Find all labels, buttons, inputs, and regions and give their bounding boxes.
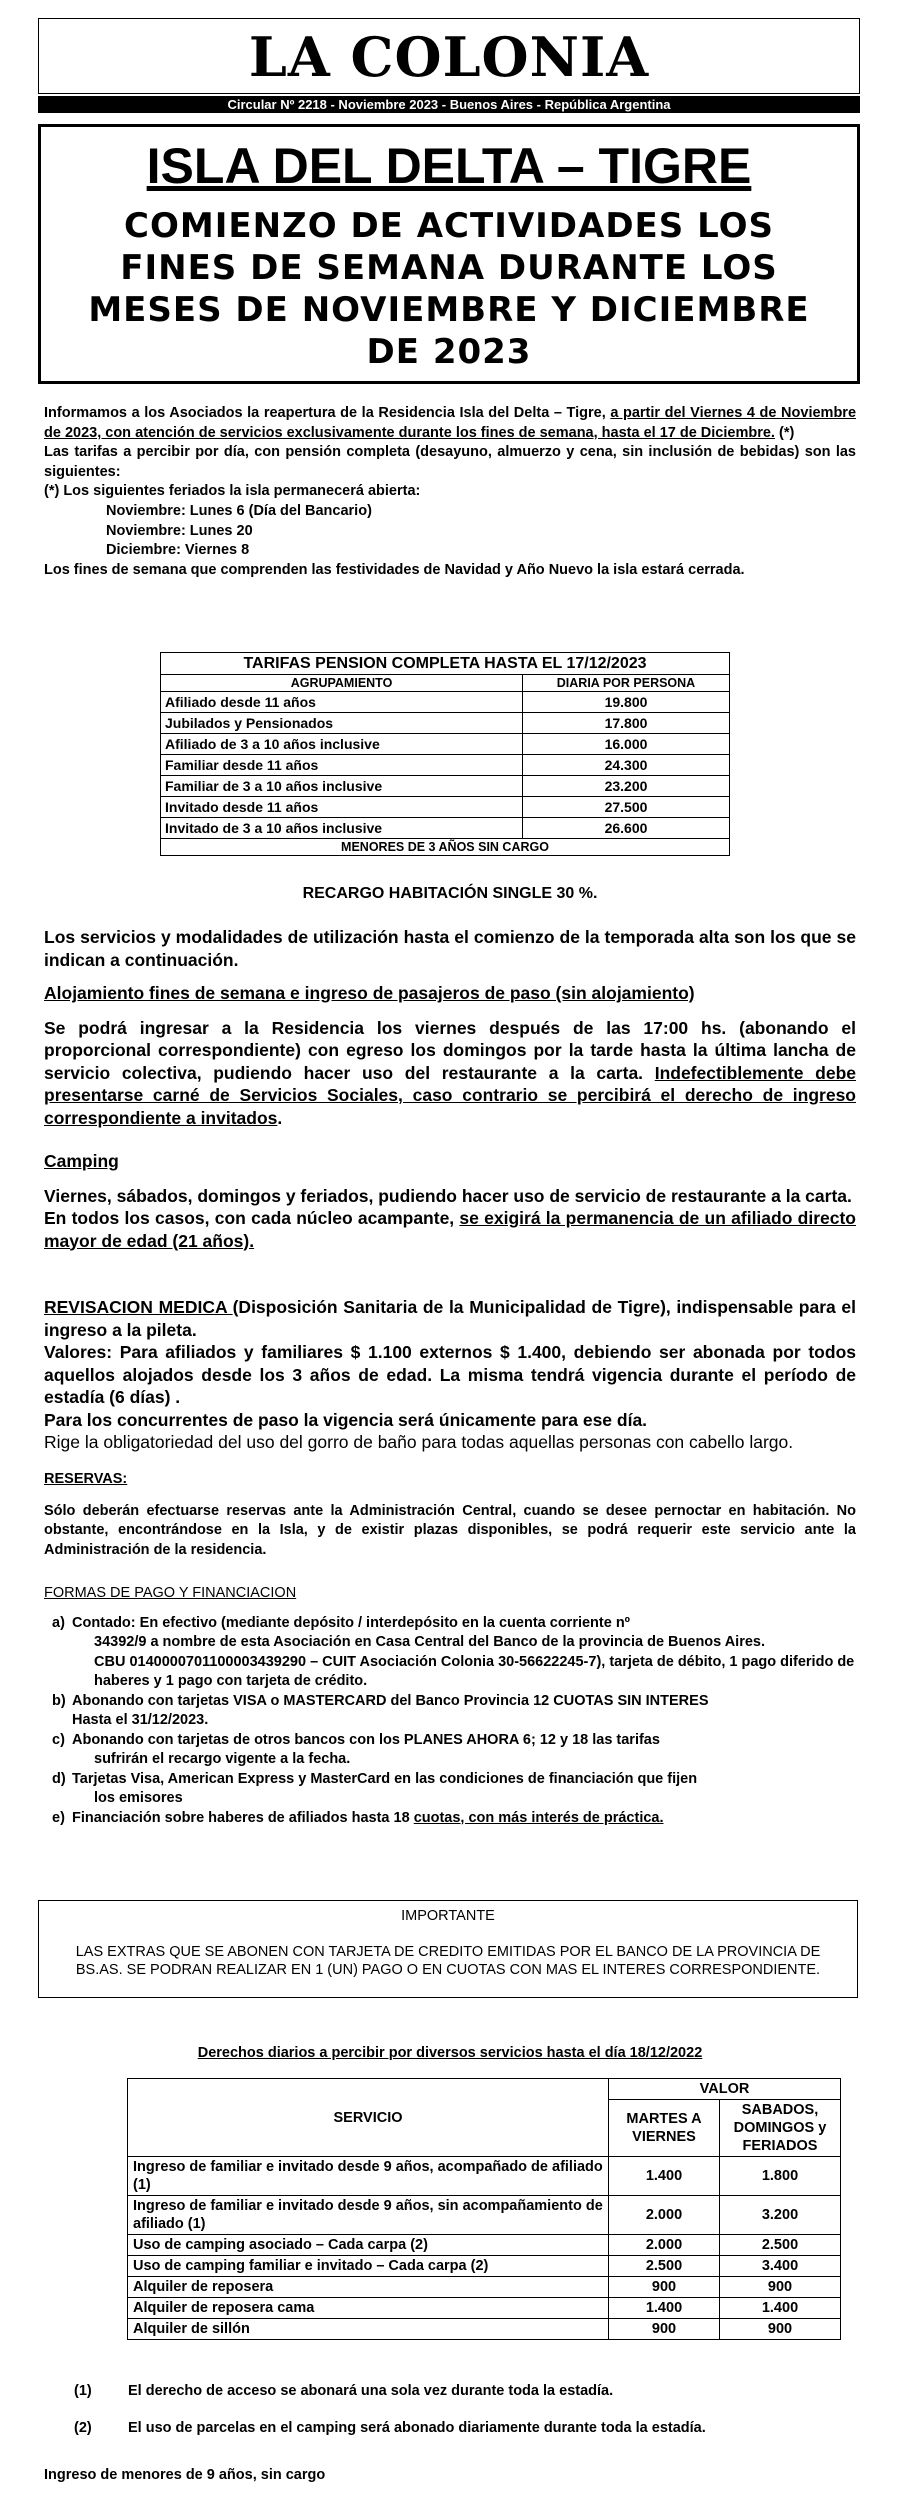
list-item [44,1731,856,1770]
camping-heading [44,1150,856,1173]
valor-martes: 2.000 [609,2196,720,2235]
tarifas-col-header: AGRUPAMIENTO [161,675,523,692]
alojamiento-heading [44,982,856,1005]
reservas-text: Sólo deberán efectuarse reservas ante la Administración Central, cuando se desee pernoctar en habitación. No obstante, encontrándose en la Isla, y de existir plazas disponibles, se podrá requerir este servicio ante la Administración de la residencia. [44,1502,856,1558]
alojamiento-section [44,982,856,1129]
valor-sabados: 1.800 [720,2157,841,2196]
col-header-sabados: SABADOS, DOMINGOS y FERIADOS [720,2100,841,2157]
tarifa-value: 19.800 [523,692,730,713]
alojamiento-text-b: . [277,1107,283,1128]
nota-text: El uso de parcelas en el camping será abonado diariamente durante toda la estadía. [128,2419,706,2436]
tarifa-label: Jubilados y Pensionados [161,713,523,734]
table-row [161,797,730,818]
derechos-table [127,2078,841,2340]
servicio-label: Alquiler de sillón [128,2319,609,2340]
table-row [161,713,730,734]
holiday-item: Noviembre: Lunes 6 (Día del Bancario) [106,502,372,519]
valor-sabados: 2.500 [720,2235,841,2256]
holiday-item: Noviembre: Lunes 20 [106,522,253,539]
list-line: Hasta el 31/12/2023. [72,1712,209,1728]
table-row [128,2277,841,2298]
intro-section [44,404,856,580]
list-line: Contado: En efectivo (mediante depósito / interdepósito en la cuenta corriente nº [72,1614,630,1631]
table-row [161,755,730,776]
intro-p4: Los fines de semana que comprenden las festividades de Navidad y Año Nuevo la isla estará cerrada. [44,561,745,578]
revision-paso: Para los concurrentes de paso la vigencia será únicamente para ese día. [44,1409,648,1430]
list-item [44,1770,856,1809]
valor-martes: 900 [609,2277,720,2298]
menores-note: Ingreso de menores de 9 años, sin cargo [44,2467,326,2483]
tarifas-col-header: DIARIA POR PERSONA [523,675,730,692]
list-marker: c) [52,1731,65,1748]
tarifa-value: 24.300 [523,755,730,776]
servicio-label: Alquiler de reposera [128,2277,609,2298]
nota-marker: (2) [74,2419,92,2436]
intro-p1-mark: (*) [774,424,795,441]
item-e-text: Financiación sobre haberes de afiliados hasta 18 [72,1809,414,1826]
tarifa-label: Afiliado de 3 a 10 años inclusive [161,734,523,755]
tarifa-value: 17.800 [523,713,730,734]
servicio-label: Uso de camping familiar e invitado – Cada carpa (2) [128,2256,609,2277]
camping-heading-text: Camping [44,1151,119,1171]
revision-valores: Valores: Para afiliados y familiares $ 1.100 externos $ 1.400, debiendo ser abonada por todos aquellos alojados desde los 3 años de edad. La misma tendrá vigencia durante el período de estadía (6 días) . [44,1342,856,1407]
brand-title: LA COLONIA [248,25,650,89]
circular-bar: Circular Nº 2218 - Noviembre 2023 - Buenos Aires - República Argentina [38,96,860,113]
list-item [44,1614,856,1692]
revision-heading [44,1296,856,1341]
masthead [38,18,860,94]
list-item [44,1809,856,1829]
tarifa-label: Familiar de 3 a 10 años inclusive [161,776,523,797]
camping-line-2-a: En todos los casos, con cada núcleo acampante, [44,1208,460,1228]
main-title: ISLA DEL DELTA – TIGRE [146,138,752,194]
valor-sabados: 900 [720,2277,841,2298]
table-row [161,734,730,755]
servicio-label: Alquiler de reposera cama [128,2298,609,2319]
list-line: 34392/9 a nombre de esta Asociación en Casa Central del Banco de la provincia de Buenos Aires. [94,1634,766,1650]
camping-line-2 [44,1207,856,1252]
intro-p1-underlined: a partir del Viernes 4 de Noviembre de 2023, con atención de servicios exclusivamente durante los fines de semana, hasta el 17 de Diciembre. [44,405,857,441]
derechos-heading-text: Derechos diarios a percibir por diversos servicios hasta el día 18/12/2022 [197,2045,703,2061]
item-e-underlined: cuotas, con más interés de práctica. [413,1809,664,1826]
tarifa-label: Invitado desde 11 años [161,797,523,818]
reservas-heading [44,1470,856,1490]
table-row [161,692,730,713]
list-marker: a) [52,1614,65,1631]
importante-box [38,1900,858,1998]
revision-heading-rest: (Disposición Sanitaria de la Municipalidad de Tigre), indispensable para el ingreso a la pileta. [44,1297,856,1340]
servicios-intro-text: Los servicios y modalidades de utilización hasta el comienzo de la temporada alta son los que se indican a continuación. [44,927,856,970]
list-line: Abonando con tarjetas de otros bancos con los PLANES AHORA 6; 12 y 18 las tarifas [72,1731,660,1748]
list-line: Tarjetas Visa, American Express y MasterCard en las condiciones de financiación que fijen [72,1770,698,1787]
list-line: CBU 0140000701100003439290 – CUIT Asociación Colonia 30-56622245-7), tarjeta de débito, 1 pago diferido de haberes y 1 pago con tarjeta de crédito. [94,1653,855,1689]
pago-heading-text: FORMAS DE PAGO Y FINANCIACION [44,1585,297,1601]
valor-martes: 2.500 [609,2256,720,2277]
intro-p3: (*) Los siguientes feriados la isla permanecerá abierta: [44,483,421,500]
alojamiento-text-a: Se podrá ingresar a la Residencia los viernes después de las 17:00 hs. (abonando el proporcional correspondiente) con egreso los domingos por la tarde hasta la última lancha de servicio colectiva, pudiendo hacer uso del restaurante a la carta. [44,1017,856,1083]
importante-text: LAS EXTRAS QUE SE ABONEN CON TARJETA DE CREDITO EMITIDAS POR EL BANCO DE LA PROVINCIA DE BS.AS. SE PODRAN REALIZAR EN 1 (UN) PAGO O EN CUOTAS CON MAS EL INTERES CORRESPONDIENTE. [75,1944,821,1978]
camping-line-2-u: se exigirá la permanencia de un afiliado directo mayor de edad (21 años). [44,1208,856,1251]
reservas-section [44,1470,856,1560]
table-row [161,818,730,839]
tarifas-table [160,652,730,856]
valor-martes: 900 [609,2319,720,2340]
valor-sabados: 900 [720,2319,841,2340]
table-row [128,2196,841,2235]
revision-section [44,1296,856,1454]
servicios-intro [44,926,856,971]
valor-sabados: 1.400 [720,2298,841,2319]
nota-marker: (1) [74,2383,92,2399]
servicio-label: Ingreso de familiar e invitado desde 9 años, sin acompañamiento de afiliado (1) [128,2196,609,2235]
nota-item [44,2382,856,2402]
alojamiento-text [44,1017,856,1130]
table-row [128,2319,841,2340]
list-line: sufrirán el recargo vigente a la fecha. [94,1751,351,1767]
list-line [72,1809,856,1829]
intro-p1-text: Informamos a los Asociados la reapertura de la Residencia Isla del Delta – Tigre, [44,405,611,421]
intro-p1 [44,404,856,443]
valor-martes: 1.400 [609,2298,720,2319]
col-header-martes: MARTES A VIERNES [609,2100,720,2157]
tarifa-value: 26.600 [523,818,730,839]
list-marker: e) [52,1809,65,1826]
importante-heading: IMPORTANTE [401,1908,495,1924]
col-header-servicio: SERVICIO [128,2079,609,2157]
tarifa-label: Familiar desde 11 años [161,755,523,776]
valor-sabados: 3.200 [720,2196,841,2235]
tarifa-value: 27.500 [523,797,730,818]
table-row [161,776,730,797]
intro-p2: Las tarifas a percibir por día, con pensión completa (desayuno, almuerzo y cena, sin inclusión de bebidas) son las siguientes: [44,444,856,480]
tarifas-footer: MENORES DE 3 AÑOS SIN CARGO [161,839,730,856]
list-marker: d) [52,1770,66,1787]
list-line: los emisores [94,1790,183,1806]
tarifa-value: 23.200 [523,776,730,797]
table-row [128,2256,841,2277]
col-header-valor: VALOR [609,2079,841,2100]
valor-sabados: 3.400 [720,2256,841,2277]
holiday-item: Diciembre: Viernes 8 [106,542,250,559]
list-line: Abonando con tarjetas VISA o MASTERCARD del Banco Provincia 12 CUOTAS SIN INTERES [72,1692,709,1709]
tarifa-value: 16.000 [523,734,730,755]
alojamiento-text-u: Indefectiblemente debe presentarse carné de Servicios Sociales, caso contrario se percibirá el derecho de ingreso correspondiente a invitados [44,1062,856,1128]
servicio-label: Uso de camping asociado – Cada carpa (2) [128,2235,609,2256]
recargo-note: RECARGO HABITACIÓN SINGLE 30 %. [302,885,598,902]
nota-item [44,2419,856,2439]
valor-martes: 1.400 [609,2157,720,2196]
sub-title: COMIENZO DE ACTIVIDADES LOS FINES DE SEMANA DURANTE LOS MESES DE NOVIEMBRE Y DICIEMBRE DE 2023 [88,206,810,372]
servicio-label: Ingreso de familiar e invitado desde 9 años, acompañado de afiliado (1) [128,2157,609,2196]
revision-heading-u: REVISACION MEDICA [44,1297,233,1317]
camping-section [44,1150,856,1252]
title-box [38,124,860,384]
reservas-heading-text: RESERVAS: [44,1471,128,1487]
notas-section [44,2382,856,2438]
table-row [128,2298,841,2319]
table-row [128,2157,841,2196]
valor-martes: 2.000 [609,2235,720,2256]
revision-gorro: Rige la obligatoriedad del uso del gorro de baño para todas aquellas personas con cabello largo. [44,1432,794,1452]
derechos-heading [44,2044,856,2064]
pago-heading [44,1584,856,1604]
tarifa-label: Afiliado desde 11 años [161,692,523,713]
alojamiento-heading-text: Alojamiento fines de semana e ingreso de pasajeros de paso (sin alojamiento) [44,983,695,1003]
tarifas-caption: TARIFAS PENSION COMPLETA HASTA EL 17/12/2023 [161,653,730,675]
table-row [128,2235,841,2256]
pago-section [44,1584,856,1828]
list-marker: b) [52,1692,66,1709]
camping-line-1: Viernes, sábados, domingos y feriados, pudiendo hacer uso de servicio de restaurante a la carta. [44,1185,852,1206]
tarifa-label: Invitado de 3 a 10 años inclusive [161,818,523,839]
nota-text: El derecho de acceso se abonará una sola vez durante toda la estadía. [128,2383,614,2399]
list-item [44,1692,856,1731]
